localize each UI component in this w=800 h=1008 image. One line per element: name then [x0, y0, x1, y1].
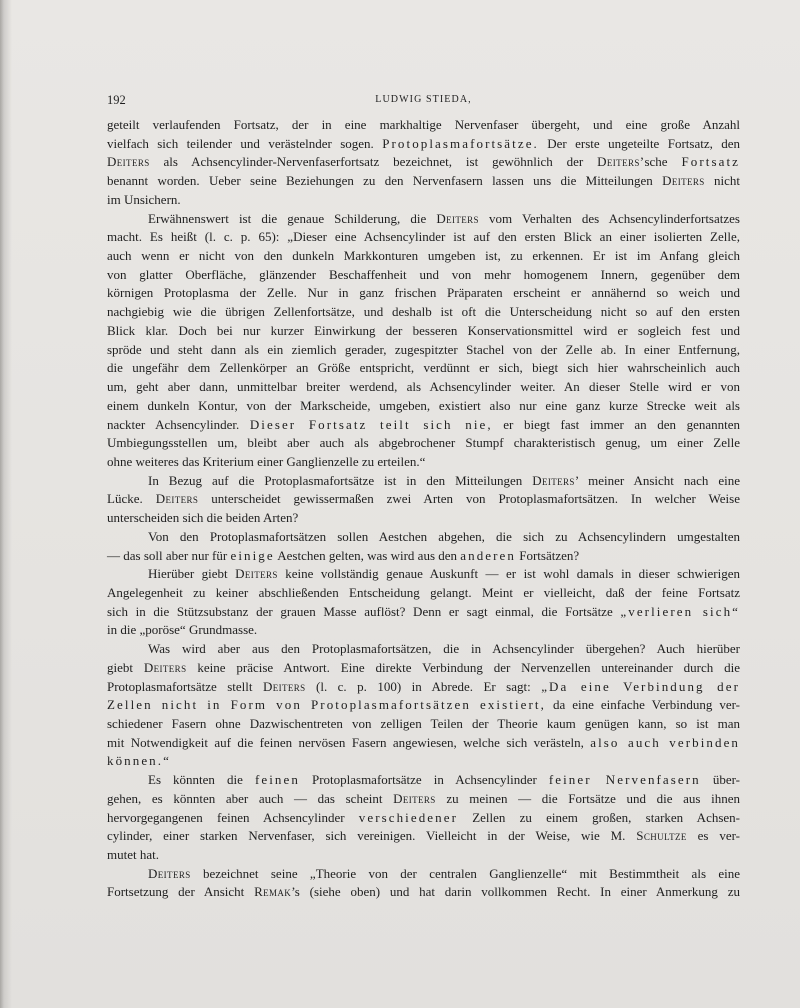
text-line [107, 696, 740, 715]
text-run: einem dunkeln Kontur, von der Markscheide, umgeben, existiert also nur eine ganz kurze Strecke weit als [107, 397, 740, 413]
text-run: mutet hat. [107, 847, 159, 863]
text-run: ’ meiner Ansicht nach eine [574, 472, 741, 488]
text-run: (l. c. p. 100) in Abrede. Er sagt: [305, 678, 542, 694]
text-line [107, 883, 740, 902]
text-line [107, 434, 740, 453]
text-run: auch wenn er nicht von den dunkeln Markkonturen umgeben ist, zu erkennen. Er ist im Anfang gleich [107, 248, 740, 264]
text-line [107, 116, 740, 135]
paragraph [107, 210, 740, 472]
text-run: giebt [107, 659, 144, 675]
text-run: cylinder, einer starken Nervenfaser, sich vereinigen. Vielleicht in der Weise, wie M. [107, 828, 637, 844]
text-line [107, 846, 740, 865]
text-run: benannt worden. Ueber seine Beziehungen zu den Nervenfasern lassen uns die Mitteilungen [107, 173, 663, 189]
text-line [107, 584, 740, 603]
paragraph [107, 528, 740, 565]
small-caps-name: Deiters [393, 790, 436, 806]
running-head: LUDWIG STIEDA, [375, 94, 472, 105]
text-run: unterscheidet gewissermaßen zwei Arten von Protoplasmafortsätzen. In welcher Weise [198, 491, 740, 507]
small-caps-name: Deiters [436, 210, 479, 226]
spaced-emphasis: Dieser Fortsatz teilt sich nie, [249, 416, 493, 432]
text-run: bezeichnet seine „Theorie von der centralen Ganglienzelle“ mit Bestimmtheit als eine [190, 865, 740, 881]
text-run: nachgiebig wie die übrigen Zellenfortsätze, und deshalb ist oft die Unterscheidung nicht so auf den ersten [107, 304, 740, 320]
text-run: Zellen zu einem großen, starken Achsen- [458, 809, 740, 825]
text-run: unterscheiden sich die beiden Arten? [107, 510, 299, 526]
text-line [107, 678, 740, 697]
text-run: von glatter Oberfläche, glänzender Beschaffenheit und von mehr homogenem Innern, gegenüber dem [107, 266, 740, 282]
spaced-emphasis: verschiedener [358, 809, 458, 825]
text-run: hervorgegangenen feinen Achsencylinder [107, 809, 359, 825]
text-run: es ver- [686, 828, 740, 844]
text-line [107, 490, 740, 509]
text-run: Blick klar. Doch bei nur kurzer Einwirkung der besseren Konservationsmittel wird er sogleich fest und [107, 322, 740, 338]
text-line [107, 397, 740, 416]
text-run: sche [644, 154, 682, 170]
text-run: — das soll aber nur für [107, 547, 231, 563]
text-run: vielfach sich teilender und verästelnder sogen. [107, 135, 383, 151]
text-run: über- [700, 772, 740, 788]
text-run: schiedener Fasern ohne Dazwischentreten von zelligen Teilen der Theorie kaum genügen kann, so ist man [107, 716, 740, 731]
text-line [107, 472, 740, 491]
spaced-emphasis: Protoplasmafortsätze. [382, 135, 539, 151]
text-run: Erwähnenswert ist die genaue Schilderung, die [148, 210, 437, 226]
text-run: Umbiegungsstellen um, bleibt aber auch als abgebrochener Stumpf charakteristisch genug, um einer Zelle [107, 435, 740, 451]
text-line [107, 509, 740, 528]
text-line [107, 453, 740, 472]
text-run: macht. Es heißt (l. c. p. 65): „Dieser eine Achsencylinder ist auf den ersten Blick an einer isolierten Zelle, [107, 229, 740, 245]
paragraph [107, 771, 740, 865]
text-run: “ [163, 753, 169, 769]
text-line [107, 809, 740, 828]
text-run: vom Verhalten des Achsencylinderfortsatzes [478, 210, 740, 226]
text-line [107, 416, 740, 435]
text-run: Protoplasmafortsätze in Achsencylinder [299, 772, 549, 788]
small-caps-name: Deiters [155, 491, 199, 507]
small-caps-name: Deiters [235, 566, 278, 582]
small-caps-name: Deiters [662, 173, 705, 189]
text-line [107, 771, 740, 790]
small-caps-name: Remak [254, 884, 292, 900]
small-caps-name: Deiters [262, 678, 306, 694]
text-line [107, 621, 740, 640]
text-line [107, 752, 740, 771]
spaced-emphasis: „verlieren sich“ [620, 603, 741, 619]
text-run: ’s (siehe oben) und hat darin vollkommen Recht. In einer Anmerkung zu [291, 884, 740, 900]
text-run: spröde und steht dann als ein ziemlich gerader, zugespitzter Stachel von der Zelle ab. In einer Entfernung, [107, 341, 740, 357]
text-line [107, 359, 740, 378]
paragraph [107, 472, 740, 528]
text-line [107, 865, 740, 884]
text-run: nackter Achsencylinder. [107, 416, 250, 432]
text-run: sich in die Stützsubstanz der grauen Masse auflöst? Denn er sagt einmal, die Fortsätze [107, 603, 621, 619]
spaced-emphasis: feiner Nervenfasern [548, 772, 701, 788]
text-line [107, 228, 740, 247]
text-line [107, 640, 740, 659]
text-line [107, 322, 740, 341]
small-caps-name: Deiters [107, 154, 150, 170]
text-line [107, 715, 740, 734]
spaced-emphasis: feinen [254, 772, 300, 788]
paragraph [107, 565, 740, 640]
paragraph [107, 640, 740, 771]
text-run: keine vollständig genaue Auskunft — er ist wohl damals in dieser schwierigen [277, 566, 740, 582]
text-line [107, 565, 740, 584]
text-run: die ungefähr dem Zellenkörper an Größe entspricht, verdünnt er sich, biegt sich hier wahrscheinlich auch [107, 360, 740, 376]
text-line [107, 659, 740, 678]
text-run: Protoplasmafortsätze stellt [107, 678, 263, 694]
body-text [107, 116, 740, 902]
text-run: ohne weiteres das Kriterium einer Ganglienzelle zu erteilen.“ [107, 453, 426, 469]
text-run: als Achsencylinder-Nervenfaserfortsatz bezeichnet, ist gewöhnlich der [149, 154, 598, 170]
text-line [107, 827, 740, 846]
text-line [107, 210, 740, 229]
text-line [107, 790, 740, 809]
small-caps-name: Deiters’ [597, 154, 645, 170]
text-run: Aestchen gelten, was wird aus den [274, 547, 461, 563]
text-run: Angelegenheit zu keiner abschließenden Entscheidung gelangt. Meint er vielleicht, daß der feine Fortsatz [107, 584, 740, 600]
text-run: In Bezug auf die Protoplasmafortsätze ist in den Mitteilungen [148, 472, 533, 488]
text-line [107, 603, 740, 622]
spaced-emphasis: Fortsatz [681, 154, 740, 170]
text-run: körnigen Protoplasma der Zelle. Nur in ganz frischen Präparaten erscheint er annähernd so weich und [107, 285, 740, 301]
text-run: er biegt fast immer an den genannten [492, 416, 740, 432]
text-line [107, 303, 740, 322]
paragraph [107, 116, 740, 210]
small-caps-name: Deiters [532, 472, 575, 488]
text-run: keine präcise Antwort. Eine direkte Verbindung der Nervenzellen untereinander durch die [186, 659, 740, 675]
text-run: Es könnten die [148, 772, 255, 788]
spaced-emphasis: „Da eine Verbindung der [541, 678, 740, 694]
text-run: Fortsätzen? [515, 547, 580, 563]
text-line [107, 172, 740, 191]
text-line [107, 284, 740, 303]
text-run: um, geht aber dann, unmittelbar breiter werdend, als Achsencylinder weiter. An dieser Stelle wird er von [107, 379, 740, 395]
spaced-emphasis: also auch verbinden [590, 734, 740, 750]
text-line [107, 153, 740, 172]
small-caps-name: Schultze [636, 828, 687, 844]
text-run: in die „poröse“ Grundmasse. [107, 622, 258, 638]
text-run: zu meinen — die Fortsätze und die aus ihnen [435, 790, 740, 806]
small-caps-name: Deiters [143, 659, 187, 675]
text-run: Von den Protoplasmafortsätzen sollen Aestchen abgehen, die sich zu Achsencylindern umgestalten [148, 528, 740, 544]
text-run: Was wird aber aus den Protoplasmafortsätzen, die in Achsencylinder übergehen? Auch hierüber [148, 641, 740, 657]
small-caps-name: Deiters [148, 865, 191, 881]
spaced-emphasis: können. [107, 753, 164, 769]
text-line [107, 547, 740, 566]
text-run: Fortsetzung der Ansicht [107, 884, 255, 900]
text-run: Lücke. [107, 491, 156, 507]
text-line [107, 528, 740, 547]
text-line [107, 191, 740, 210]
text-run: Der erste ungeteilte Fortsatz, den [538, 135, 741, 151]
text-line [107, 734, 740, 753]
spaced-emphasis: anderen [460, 547, 516, 563]
text-line [107, 266, 740, 285]
text-run: geteilt verlaufenden Fortsatz, der in eine markhaltige Nervenfaser übergeht, und eine große Anzahl [107, 117, 740, 132]
text-line [107, 247, 740, 266]
spaced-emphasis: einige [230, 547, 275, 563]
text-line [107, 378, 740, 397]
text-run: da eine einfache Verbindung ver- [545, 697, 740, 713]
page-number: 192 [107, 93, 126, 107]
paragraph [107, 865, 740, 902]
text-run: mit Notwendigkeit auf die feinen nervösen Fasern angewiesen, welche sich verästeln, [107, 734, 591, 750]
spaced-emphasis: Zellen nicht in Form von Protoplasmafortsätzen existiert, [107, 697, 546, 713]
text-line [107, 341, 740, 360]
text-run: Hierüber giebt [148, 566, 236, 582]
text-run: im Unsichern. [107, 191, 181, 207]
text-run: nicht [704, 173, 740, 189]
text-run: gehen, es könnten aber auch — das scheint [107, 790, 394, 806]
text-line [107, 135, 740, 154]
